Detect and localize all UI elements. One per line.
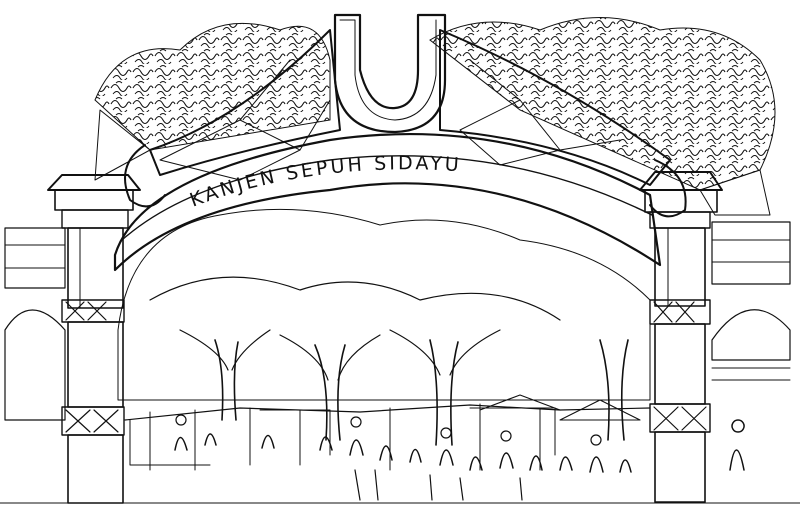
left-wall — [5, 228, 65, 420]
market-crowd — [125, 395, 744, 500]
arch-inscription: KANJEN SEPUH SIDAYU — [186, 152, 463, 212]
right-wall — [712, 222, 790, 380]
left-pillar — [48, 175, 140, 503]
right-pillar — [640, 172, 722, 502]
